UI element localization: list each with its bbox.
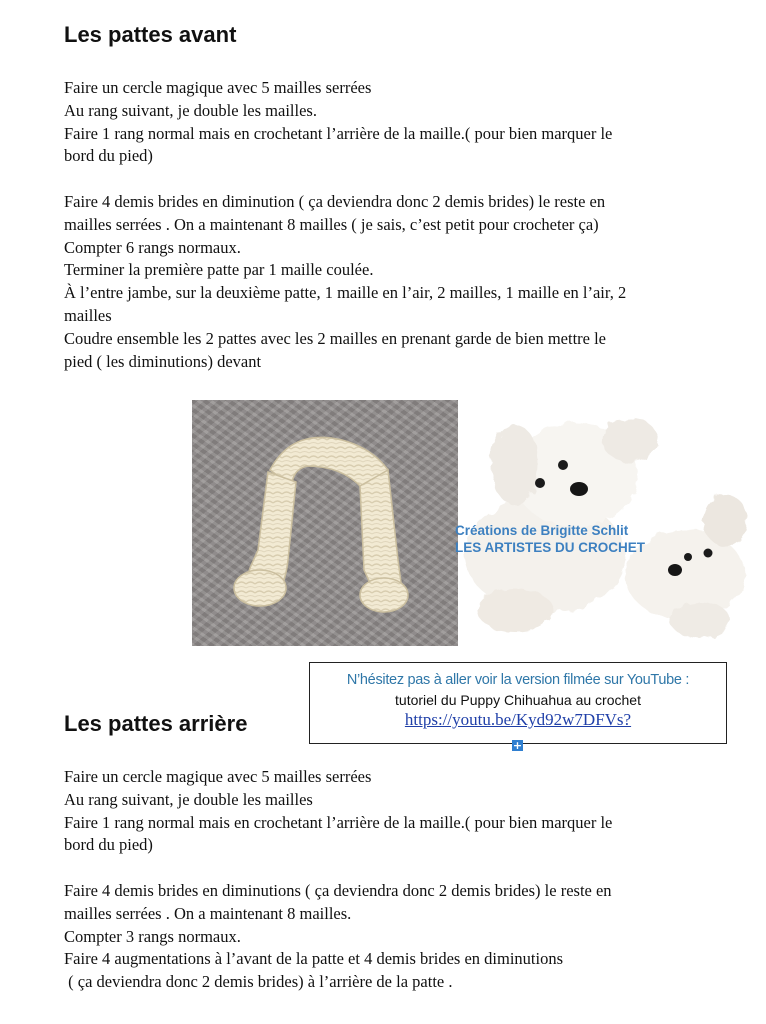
- instruction-line: pied ( les diminutions) devant: [64, 351, 262, 371]
- instruction-line: Terminer la première patte par 1 maille coulée.: [64, 260, 374, 280]
- watermark-credit: [455, 522, 645, 556]
- youtube-info-box: [309, 662, 727, 744]
- instruction-line: bord du pied): [64, 146, 153, 166]
- plus-icon[interactable]: +: [512, 739, 523, 752]
- instruction-line: mailles: [64, 305, 112, 325]
- instruction-line: Compter 6 rangs normaux.: [64, 237, 241, 257]
- video-invite-text: N’hésitez pas à aller voir la version filmée sur YouTube :: [346, 672, 690, 688]
- instruction-line: Faire 4 augmentations à l’avant de la patte et 4 demis brides en diminutions: [64, 949, 563, 969]
- back-legs-title: Les pattes arrière: [64, 711, 248, 736]
- instruction-line: Faire un cercle magique avec 5 mailles serrées: [64, 78, 372, 97]
- instruction-line: mailles serrées . On a maintenant 8 mailles.: [64, 903, 352, 923]
- instruction-line: mailles serrées . On a maintenant 8 mailles ( je sais, c’est petit pour crocheter ça): [64, 214, 599, 234]
- crochet-leg-illustration: [192, 400, 458, 646]
- instruction-line: Au rang suivant, je double les mailles.: [64, 100, 317, 120]
- paragraph-gap: [64, 857, 724, 880]
- watermark-line-1: Créations de Brigitte Schlit: [455, 523, 629, 538]
- front-legs-title: Les pattes avant: [64, 22, 237, 47]
- instruction-line: Faire 4 demis brides en diminution ( ça deviendra donc 2 demis brides) le reste en: [64, 191, 606, 211]
- instruction-line: Faire un cercle magique avec 5 mailles serrées: [64, 767, 372, 786]
- instruction-line: À l’entre jambe, sur la deuxième patte, 1 maille en l’air, 2 mailles, 1 maille en l’air, 2: [64, 283, 627, 303]
- paragraph-gap: [64, 168, 724, 191]
- instruction-line: ( ça deviendra donc 2 demis brides) à l’arrière de la patte .: [64, 972, 453, 992]
- instruction-line: Au rang suivant, je double les mailles: [64, 789, 313, 809]
- instruction-line: bord du pied): [64, 835, 153, 855]
- instruction-line: Faire 1 rang normal mais en crochetant l’arrière de la maille.( pour bien marquer le: [64, 123, 613, 143]
- video-tutorial-name: tutoriel du Puppy Chihuahua au crochet: [395, 692, 641, 708]
- watermark-line-2: LES ARTISTES DU CROCHET: [455, 540, 646, 555]
- crochet-leg-photo: [192, 400, 458, 646]
- youtube-link[interactable]: https://youtu.be/Kyd92w7DFVs?: [404, 710, 632, 729]
- front-legs-instructions: [64, 77, 724, 373]
- instruction-line: Coudre ensemble les 2 pattes avec les 2 mailles en prenant garde de bien mettre le: [64, 328, 607, 348]
- back-legs-instructions: [64, 766, 724, 994]
- instruction-line: Compter 3 rangs normaux.: [64, 926, 241, 946]
- instruction-line: Faire 4 demis brides en diminutions ( ça deviendra donc 2 demis brides) le reste en: [64, 880, 612, 900]
- instruction-line: Faire 1 rang normal mais en crochetant l’arrière de la maille.( pour bien marquer le: [64, 812, 613, 832]
